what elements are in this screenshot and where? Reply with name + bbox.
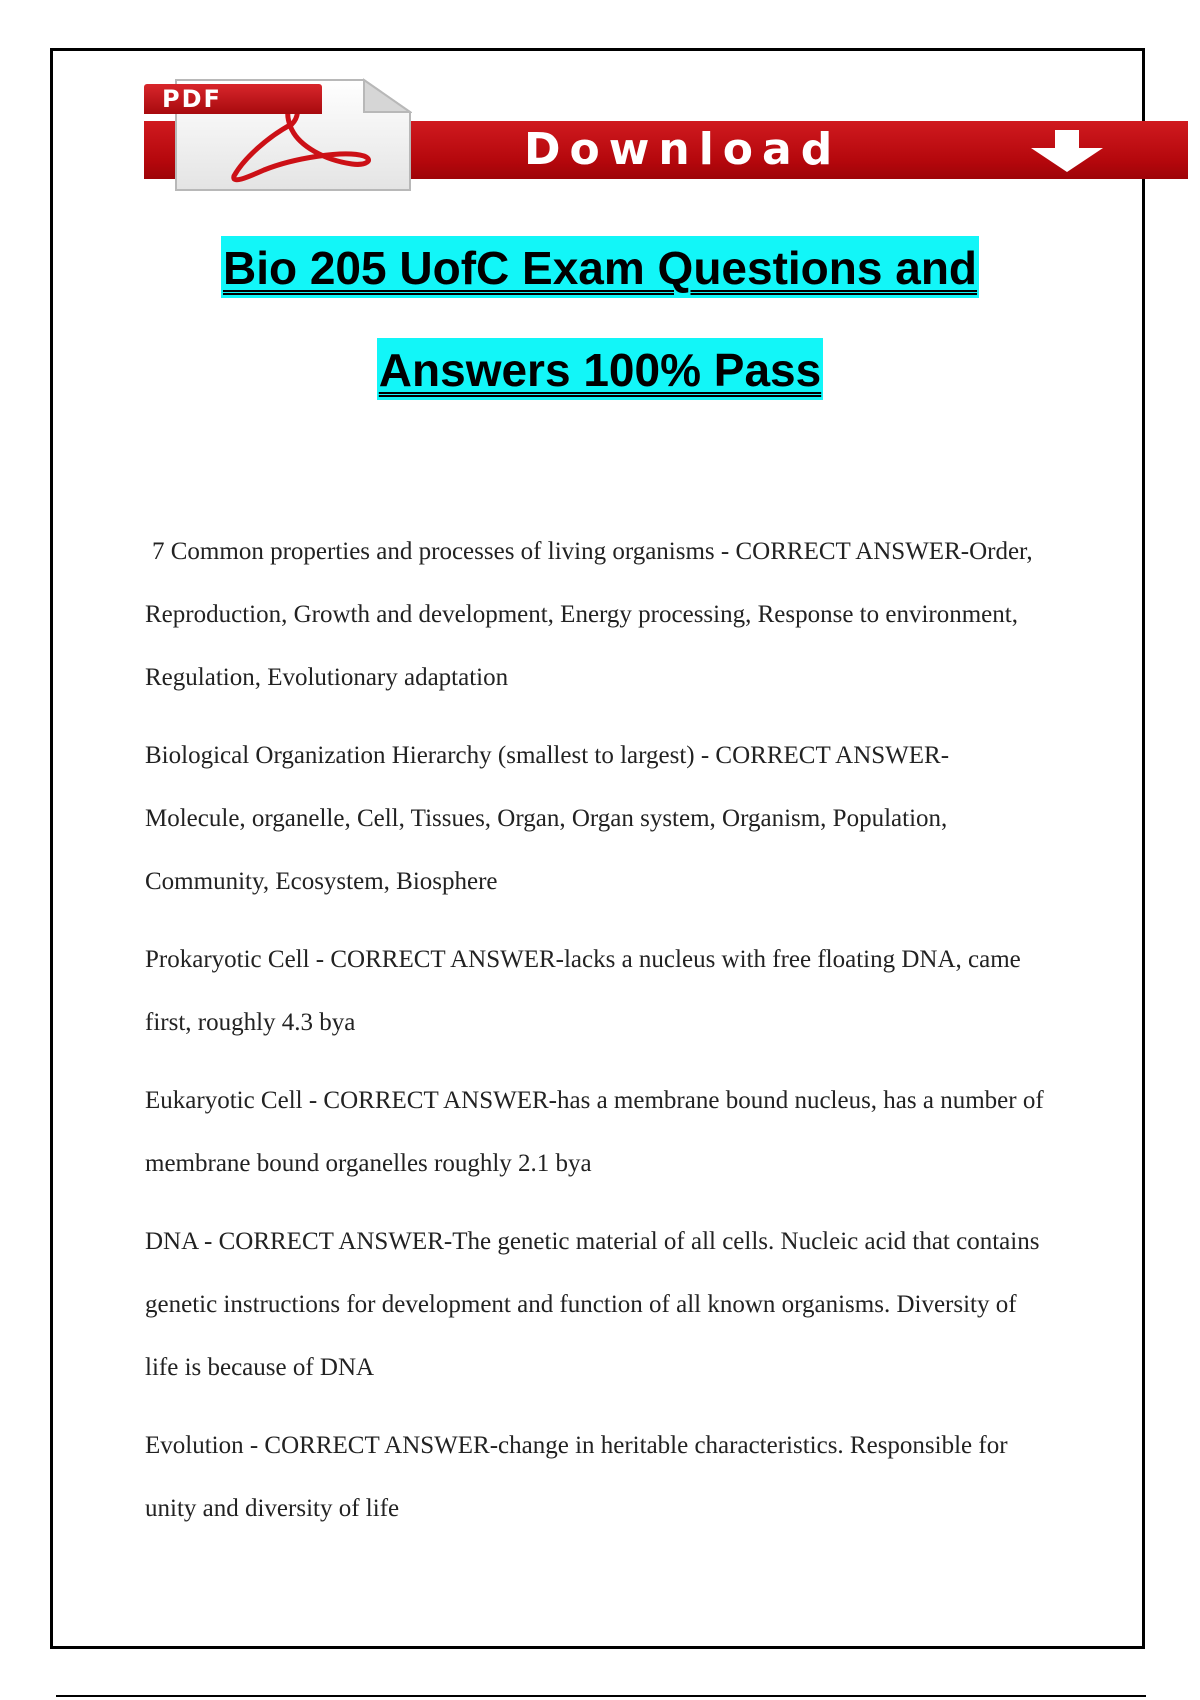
document-title-line-1: [0, 236, 1200, 298]
qa-item: 7 Common properties and processes of living organisms - CORRECT ANSWER-Order, Reproduction, Growth and development, Energy processing, Response to environment, Regulation, Evolutionary adaptation: [145, 538, 1033, 691]
qa-item: Prokaryotic Cell - CORRECT ANSWER-lacks a nucleus with free floating DNA, came first, roughly 4.3 bya: [145, 946, 1021, 1036]
pdf-tab: [144, 84, 322, 114]
qa-item: Evolution - CORRECT ANSWER-change in heritable characteristics. Responsible for unity and diversity of life: [145, 1432, 1008, 1522]
document-title-line-2: [0, 338, 1200, 400]
download-arrow-icon: [1027, 128, 1107, 174]
qa-list: [145, 520, 1045, 1555]
pdf-download-banner[interactable]: [144, 78, 1188, 193]
qa-item: Biological Organization Hierarchy (smallest to largest) - CORRECT ANSWER-Molecule, organelle, Cell, Tissues, Organ, Organ system, Organism, Population, Community, Ecosystem, Biosphere: [145, 742, 950, 895]
qa-item: DNA - CORRECT ANSWER-The genetic material of all cells. Nucleic acid that contains genetic instructions for development and function of all known organisms. Diversity of life is because of DNA: [145, 1228, 1040, 1381]
download-label: Download: [524, 124, 842, 175]
pdf-label: PDF: [162, 85, 222, 113]
qa-item: Eukaryotic Cell - CORRECT ANSWER-has a membrane bound nucleus, has a number of membrane bound organelles roughly 2.1 bya: [145, 1087, 1044, 1177]
title-text-2: Answers 100% Pass: [377, 338, 823, 400]
bottom-rule: [56, 1695, 1146, 1697]
title-text-1: Bio 205 UofC Exam Questions and: [221, 236, 979, 298]
